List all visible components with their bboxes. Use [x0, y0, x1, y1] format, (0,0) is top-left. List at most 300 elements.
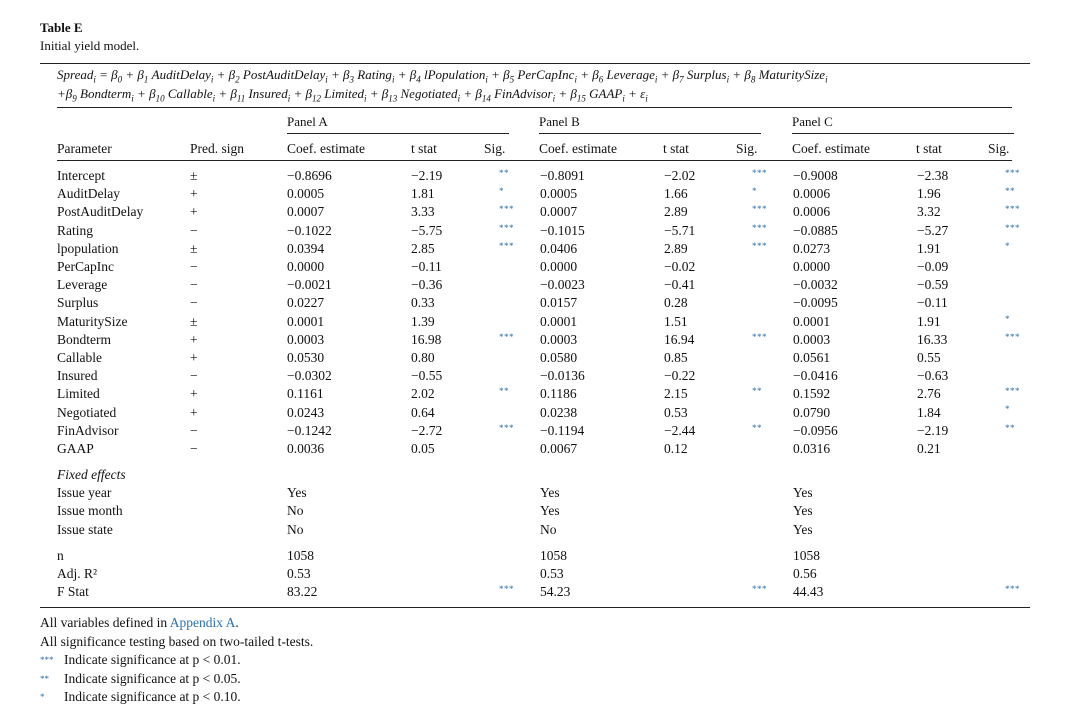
tstat-cell: −0.41	[664, 277, 696, 293]
pred-sign-cell: ±	[190, 240, 198, 256]
pred-sign-cell: −	[190, 222, 198, 238]
tstat-cell	[411, 502, 499, 520]
parameter-cell: MaturitySize	[57, 313, 128, 329]
header-rule	[57, 160, 1012, 161]
tstat-cell: 1.81	[411, 186, 435, 202]
fe-value-cell: No	[540, 521, 557, 537]
tstat-cell: 0.85	[664, 349, 688, 365]
bottom-rule	[40, 607, 1030, 608]
coef-cell: 0.0001	[793, 313, 831, 329]
sig-cell	[752, 502, 793, 520]
col-header-tstat-b: t stat	[663, 141, 689, 156]
sig-stars: ***	[752, 204, 767, 215]
parameter-cell: FinAdvisor	[57, 422, 119, 438]
col-header-coef-c: Coef. estimate	[792, 141, 870, 156]
coef-cell: −0.1194	[540, 422, 585, 438]
tstat-cell: −0.11	[917, 295, 948, 311]
tstat-cell: 1.84	[917, 404, 941, 420]
tstat-cell: 1.91	[917, 240, 941, 256]
coef-cell: −0.0136	[540, 368, 585, 384]
top-rule	[40, 63, 1030, 64]
parameter-cell: PostAuditDelay	[57, 204, 144, 220]
sig-cell	[752, 547, 793, 565]
tstat-cell: 0.64	[411, 404, 435, 420]
sig-stars: **	[752, 422, 762, 433]
panel-b-header: Panel B	[539, 114, 580, 129]
stat-value-cell: 1058	[793, 547, 820, 563]
coef-cell: 0.0243	[287, 404, 325, 420]
coef-cell: −0.1015	[540, 222, 585, 238]
coef-cell: 0.0000	[793, 259, 831, 275]
equation-line-1: Spread$_i$ = $\beta_0 + \beta_1$ AuditDelay$_i$ + $\beta_2$ PostAuditDelay$_i$ + $\beta_3$ Rating$_i$ + $\beta_4$ lPopulation$_i$ + $\beta_5$ PerCapInc$_i$ + $\beta_6$ Leverage$_i$ + $\beta_7$ Surplus$_i$ + $\beta_8$ MaturitySize$_i$	[57, 67, 828, 85]
tstat-cell: 0.28	[664, 295, 688, 311]
parameter-cell: PerCapInc	[57, 259, 114, 275]
stat-value-cell: 1058	[287, 547, 314, 563]
coef-cell: 0.0273	[793, 240, 831, 256]
tstat-cell: −2.44	[664, 422, 696, 438]
panel-c-underline	[792, 133, 1014, 134]
tstat-cell: −0.63	[917, 368, 949, 384]
coef-cell: 0.0036	[287, 440, 325, 456]
sig-cell	[1005, 222, 1046, 240]
tstat-cell: −2.19	[411, 168, 443, 184]
sig-cell	[752, 484, 793, 502]
sig-stars: **	[752, 386, 762, 397]
coef-cell: 0.1592	[793, 386, 831, 402]
sig-stars: *	[1005, 313, 1010, 324]
table-row	[40, 521, 1046, 539]
table-row	[40, 403, 1046, 421]
tstat-cell	[917, 484, 1005, 502]
note-sig-2	[40, 670, 313, 689]
spacer-row	[40, 458, 1046, 466]
table-row	[40, 276, 1046, 294]
parameter-cell: Bondterm	[57, 331, 111, 347]
sig-stars: ***	[752, 331, 767, 342]
sig-cell	[499, 440, 540, 458]
col-header-coef-b: Coef. estimate	[539, 141, 617, 156]
sig-cell	[752, 422, 793, 440]
panel-a-header: Panel A	[287, 114, 328, 129]
sig-stars: *	[1005, 240, 1010, 251]
coef-cell: −0.8696	[287, 168, 332, 184]
stat-value-cell: 0.53	[287, 566, 311, 582]
coef-cell: 0.0003	[287, 331, 325, 347]
table-row	[40, 222, 1046, 240]
stat-value-cell: 44.43	[793, 584, 824, 600]
col-header-sig-b: Sig.	[736, 141, 758, 156]
coef-cell: 0.0394	[287, 240, 325, 256]
sig-cell	[1005, 440, 1046, 458]
tstat-cell: −2.38	[917, 168, 949, 184]
table-row	[40, 258, 1046, 276]
sig-cell	[499, 547, 540, 565]
col-header-sig-a: Sig.	[484, 141, 506, 156]
tstat-cell: 1.91	[917, 313, 941, 329]
tstat-cell: 0.33	[411, 295, 435, 311]
coef-cell: 0.0561	[793, 349, 831, 365]
tstat-cell: −0.59	[917, 277, 949, 293]
note-stars: ***	[40, 655, 54, 666]
tstat-cell	[664, 583, 752, 601]
table-row	[40, 385, 1046, 403]
note-sig-3	[40, 688, 313, 707]
parameter-cell: lpopulation	[57, 240, 119, 256]
tstat-cell: −5.27	[917, 222, 949, 238]
tstat-cell	[664, 484, 752, 502]
sig-cell	[1005, 385, 1046, 403]
sig-cell	[752, 240, 793, 258]
pred-sign-cell: +	[190, 404, 198, 420]
pred-sign-cell: −	[190, 295, 198, 311]
parameter-cell: Issue month	[57, 503, 123, 519]
stat-value-cell: 1058	[540, 547, 567, 563]
tstat-cell: 2.76	[917, 386, 941, 402]
tstat-cell: −0.22	[664, 368, 696, 384]
sig-stars: ***	[1005, 222, 1020, 233]
tstat-cell	[917, 547, 1005, 565]
note-sig-text: Indicate significance at p < 0.05.	[64, 670, 241, 686]
coef-cell: 0.0003	[540, 331, 578, 347]
sig-cell	[1005, 258, 1046, 276]
fe-value-cell: Yes	[287, 485, 307, 501]
tstat-cell	[411, 484, 499, 502]
tstat-cell	[917, 521, 1005, 539]
table-row	[40, 422, 1046, 440]
pred-sign-cell: +	[190, 186, 198, 202]
col-header-sig-c: Sig.	[988, 141, 1010, 156]
tstat-cell	[664, 521, 752, 539]
coef-cell: −0.8091	[540, 168, 585, 184]
sig-cell	[499, 167, 540, 185]
sig-cell	[499, 583, 540, 601]
panel-a-underline	[287, 133, 509, 134]
tstat-cell: 1.39	[411, 313, 435, 329]
sig-stars: ***	[752, 168, 767, 178]
sig-cell	[1005, 547, 1046, 565]
parameter-cell: Limited	[57, 386, 100, 402]
sig-stars: ***	[499, 331, 514, 342]
sig-cell	[1005, 349, 1046, 367]
stat-value-cell: 0.53	[540, 566, 564, 582]
tstat-cell	[411, 583, 499, 601]
tstat-cell: 16.33	[917, 331, 948, 347]
coef-cell: −0.0095	[793, 295, 838, 311]
tstat-cell: 2.89	[664, 204, 688, 220]
spacer-row	[40, 539, 1046, 547]
sig-cell	[752, 521, 793, 539]
coef-cell: 0.0406	[540, 240, 578, 256]
tstat-cell: 16.98	[411, 331, 442, 347]
col-header-parameter: Parameter	[57, 141, 112, 156]
tstat-cell: −2.72	[411, 422, 443, 438]
sig-stars: **	[1005, 422, 1015, 433]
tstat-cell: −5.75	[411, 222, 443, 238]
pred-sign-cell	[190, 484, 287, 502]
parameter-cell: GAAP	[57, 440, 94, 456]
fe-value-cell: No	[287, 521, 304, 537]
tstat-cell: −0.02	[664, 259, 696, 275]
note-sig-1	[40, 651, 313, 670]
coef-cell: −0.0416	[793, 368, 838, 384]
pred-sign-cell: +	[190, 386, 198, 402]
pred-sign-cell: +	[190, 204, 198, 220]
spacer-cell	[40, 458, 190, 466]
table-row	[40, 349, 1046, 367]
sig-cell	[752, 440, 793, 458]
coef-cell: −0.0302	[287, 368, 332, 384]
sig-stars: ***	[499, 222, 514, 233]
sig-cell	[752, 385, 793, 403]
parameter-cell: Intercept	[57, 168, 105, 184]
tstat-cell: −0.11	[411, 259, 442, 275]
fe-value-cell: Yes	[793, 485, 813, 501]
sig-cell	[752, 294, 793, 312]
coef-cell: 0.0001	[287, 313, 325, 329]
parameter-cell: Surplus	[57, 295, 99, 311]
sig-cell	[1005, 294, 1046, 312]
coef-cell: 0.0007	[287, 204, 325, 220]
fe-value-cell: No	[287, 503, 304, 519]
sig-cell	[752, 331, 793, 349]
sig-cell	[499, 422, 540, 440]
tstat-cell: 0.55	[917, 349, 941, 365]
parameter-cell: AuditDelay	[57, 186, 120, 202]
tstat-cell	[664, 502, 752, 520]
panel-c-header: Panel C	[792, 114, 833, 129]
sig-stars: ***	[499, 204, 514, 215]
coef-cell: 0.0006	[793, 186, 831, 202]
table-notes	[40, 614, 313, 707]
note-appendix	[40, 614, 313, 633]
coef-cell: 0.0530	[287, 349, 325, 365]
sig-cell	[499, 484, 540, 502]
table-row	[40, 484, 1046, 502]
sig-stars: ***	[752, 240, 767, 251]
coef-cell: 0.0238	[540, 404, 578, 420]
tstat-cell: −5.71	[664, 222, 696, 238]
table-row	[40, 313, 1046, 331]
tstat-cell: 0.12	[664, 440, 688, 456]
table-title: Table E	[40, 20, 83, 35]
sig-cell	[499, 240, 540, 258]
coef-cell: 0.0006	[793, 204, 831, 220]
coef-cell: 0.0067	[540, 440, 578, 456]
table-row	[40, 583, 1046, 601]
fixed-effects-label: Fixed effects	[57, 467, 126, 483]
sig-stars: ***	[1005, 584, 1020, 595]
sig-cell	[752, 276, 793, 294]
table-row	[40, 185, 1046, 203]
sig-cell	[1005, 422, 1046, 440]
sig-cell	[752, 349, 793, 367]
table-row	[40, 367, 1046, 385]
sig-cell	[499, 521, 540, 539]
panel-b-underline	[539, 133, 761, 134]
pred-sign-cell: +	[190, 331, 198, 347]
sig-stars: *	[1005, 404, 1010, 415]
sig-cell	[752, 167, 793, 185]
tstat-cell: 0.21	[917, 440, 941, 456]
tstat-cell: 2.02	[411, 386, 435, 402]
coef-cell: 0.0001	[540, 313, 578, 329]
parameter-cell: n	[57, 547, 64, 563]
coef-cell: −0.0032	[793, 277, 838, 293]
sig-cell	[1005, 331, 1046, 349]
parameter-cell: Callable	[57, 349, 102, 365]
sig-cell	[499, 294, 540, 312]
coef-cell: 0.0005	[287, 186, 325, 202]
sig-cell	[499, 349, 540, 367]
tstat-cell: 1.96	[917, 186, 941, 202]
appendix-link[interactable]: Appendix A	[169, 615, 236, 630]
sig-cell	[1005, 583, 1046, 601]
coef-cell: 0.0000	[287, 259, 325, 275]
sig-stars: ***	[1005, 168, 1020, 178]
tstat-cell: 2.89	[664, 240, 688, 256]
table-row	[40, 294, 1046, 312]
equation-rule	[57, 107, 1012, 108]
sig-cell	[752, 258, 793, 276]
fe-value-cell: Yes	[793, 521, 813, 537]
sig-stars: **	[499, 168, 509, 178]
tstat-cell: 0.80	[411, 349, 435, 365]
col-header-pred-sign: Pred. sign	[190, 141, 244, 156]
pred-sign-cell	[190, 547, 287, 565]
sig-cell	[1005, 276, 1046, 294]
regression-table	[40, 167, 1046, 601]
tstat-cell	[917, 502, 1005, 520]
pred-sign-cell: ±	[190, 168, 198, 184]
table-row	[40, 565, 1046, 583]
coef-cell: −0.9008	[793, 168, 838, 184]
sig-cell	[1005, 240, 1046, 258]
tstat-cell	[917, 583, 1005, 601]
parameter-cell: F Stat	[57, 584, 89, 600]
sig-cell	[1005, 484, 1046, 502]
sig-stars: **	[1005, 186, 1015, 197]
tstat-cell: 16.94	[664, 331, 695, 347]
sig-cell	[499, 385, 540, 403]
coef-cell: 0.0580	[540, 349, 578, 365]
parameter-cell: Issue year	[57, 485, 112, 501]
tstat-cell: −0.55	[411, 368, 443, 384]
sig-stars: ***	[1005, 204, 1020, 215]
sig-stars: ***	[499, 584, 514, 595]
tstat-cell	[411, 565, 499, 583]
table-row	[40, 167, 1046, 185]
fe-value-cell: Yes	[793, 503, 813, 519]
tstat-cell: 1.51	[664, 313, 688, 329]
tstat-cell: 1.66	[664, 186, 688, 202]
sig-stars: **	[499, 386, 509, 397]
coef-cell: 0.0000	[540, 259, 578, 275]
pred-sign-cell: −	[190, 277, 198, 293]
pred-sign-cell	[190, 502, 287, 520]
pred-sign-cell: −	[190, 422, 198, 438]
sig-cell	[499, 502, 540, 520]
coef-cell: −0.0021	[287, 277, 332, 293]
fe-value-cell: Yes	[540, 485, 560, 501]
coef-cell: 0.0003	[793, 331, 831, 347]
col-header-coef-a: Coef. estimate	[287, 141, 365, 156]
stat-value-cell: 83.22	[287, 584, 318, 600]
note-sig-text: Indicate significance at p < 0.01.	[64, 652, 241, 668]
parameter-cell: Leverage	[57, 277, 108, 293]
sig-stars: ***	[752, 584, 767, 595]
pred-sign-cell	[190, 521, 287, 539]
pred-sign-cell	[190, 565, 287, 583]
table-row	[40, 547, 1046, 565]
col-header-tstat-c: t stat	[916, 141, 942, 156]
coef-cell: 0.0157	[540, 295, 578, 311]
sig-stars: ***	[499, 422, 514, 433]
coef-cell: 0.0227	[287, 295, 325, 311]
tstat-cell: 3.33	[411, 204, 435, 220]
fixed-effects-row	[40, 466, 1046, 484]
coef-cell: −0.0885	[793, 222, 838, 238]
coef-cell: 0.0007	[540, 204, 578, 220]
col-header-tstat-a: t stat	[411, 141, 437, 156]
equation-line-2: $+\beta_9$ Bondterm$_i$ + $\beta_{10}$ Callable$_i$ + $\beta_{11}$ Insured$_i$ + $\beta_{12}$ Limited$_i$ + $\beta_{13}$ Negotiated$_i$ + $\beta_{14}$ FinAdvisor$_i$ + $\beta_{15}$ $GAAP_i + \varepsilon_i$	[57, 86, 648, 104]
tstat-cell: 3.32	[917, 204, 941, 220]
tstat-cell: −0.36	[411, 277, 443, 293]
coef-cell: 0.0005	[540, 186, 578, 202]
table-row	[40, 203, 1046, 221]
table-row	[40, 331, 1046, 349]
parameter-cell: Negotiated	[57, 404, 117, 420]
coef-cell: −0.1242	[287, 422, 332, 438]
tstat-cell	[664, 547, 752, 565]
pred-sign-cell: −	[190, 440, 198, 456]
tstat-cell: 0.53	[664, 404, 688, 420]
coef-cell: 0.1161	[287, 386, 324, 402]
parameter-cell: Rating	[57, 222, 93, 238]
pred-sign-cell: +	[190, 349, 198, 365]
coef-cell: 0.0316	[793, 440, 831, 456]
tstat-cell: −2.02	[664, 168, 696, 184]
note-appendix-suffix: .	[235, 615, 239, 630]
parameter-cell: Issue state	[57, 521, 113, 537]
sig-stars: ***	[499, 240, 514, 251]
tstat-cell	[411, 521, 499, 539]
table-subtitle: Initial yield model.	[40, 38, 140, 53]
note-stars: **	[40, 673, 49, 684]
tstat-cell	[917, 565, 1005, 583]
sig-stars: ***	[1005, 386, 1020, 397]
sig-stars: ***	[1005, 331, 1020, 342]
stat-value-cell: 54.23	[540, 584, 571, 600]
pred-sign-cell: −	[190, 368, 198, 384]
sig-stars: *	[752, 186, 757, 197]
sig-stars: ***	[752, 222, 767, 233]
table-row	[40, 240, 1046, 258]
tstat-cell: 2.85	[411, 240, 435, 256]
stat-value-cell: 0.56	[793, 566, 817, 582]
tstat-cell: −2.19	[917, 422, 949, 438]
sig-cell	[1005, 502, 1046, 520]
coef-cell: 0.0790	[793, 404, 831, 420]
tstat-cell: −0.09	[917, 259, 949, 275]
tstat-cell: 0.05	[411, 440, 435, 456]
pred-sign-cell: ±	[190, 313, 198, 329]
sig-cell	[752, 583, 793, 601]
note-stars: *	[40, 692, 45, 703]
note-ttests: All significance testing based on two-tailed t-tests.	[40, 633, 314, 649]
pred-sign-cell: −	[190, 259, 198, 275]
note-appendix-prefix: All variables defined in	[40, 615, 170, 630]
sig-cell	[1005, 521, 1046, 539]
